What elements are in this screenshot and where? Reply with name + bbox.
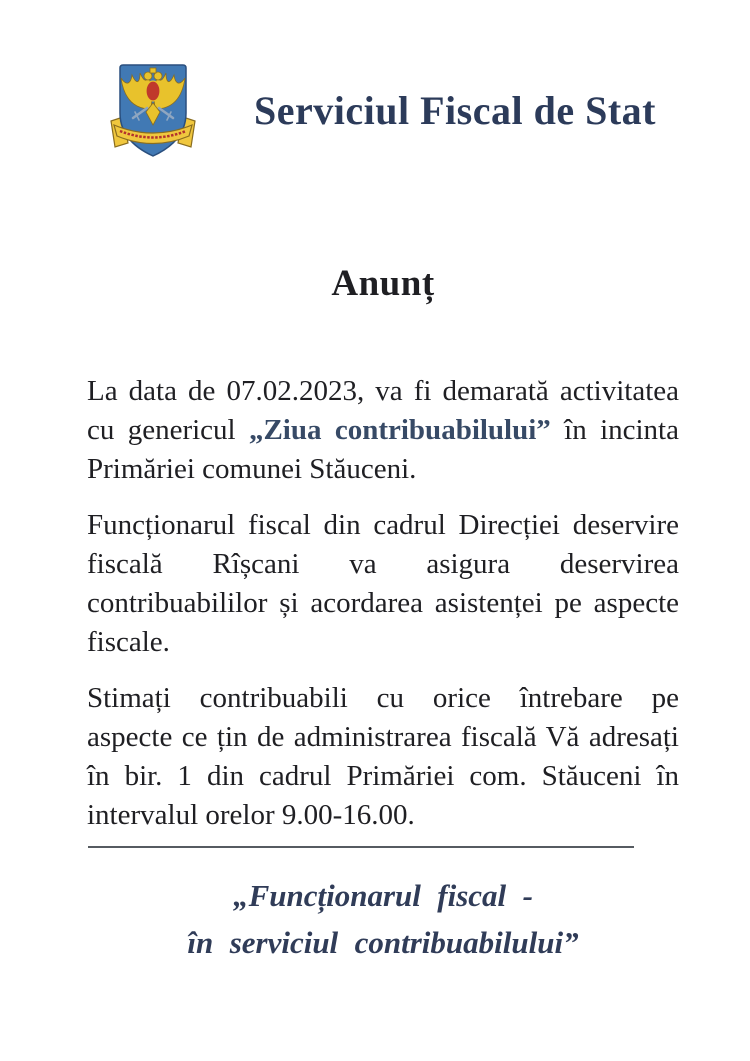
text-line: aspecte ce țin de administrarea fiscală Vă adresați — [87, 721, 679, 753]
text-line: Stimați contribuabili cu orice întrebare pe — [87, 682, 679, 714]
paragraph — [87, 372, 679, 489]
announcement-heading: Anunț — [331, 263, 435, 304]
text-line: contribuabililor și acordarea asistenței pe aspecte — [87, 587, 679, 619]
paragraphs — [87, 372, 679, 852]
coat-of-arms-icon — [106, 63, 200, 168]
paragraph — [87, 506, 679, 662]
document-header — [106, 63, 710, 168]
slogan-line-2: în serviciul contribuabilului” — [187, 925, 579, 960]
fiscal-service-emblem-logo — [106, 63, 200, 168]
text-line: fiscale. — [87, 626, 170, 658]
text-line: în bir. 1 din cadrul Primăriei com. Stăuceni în — [87, 760, 679, 792]
divider-line — [88, 846, 634, 848]
text-line: Primăriei comunei Stăuceni. — [87, 453, 417, 485]
slogan-line-1: „Funcționarul fiscal - — [233, 878, 533, 913]
text-line: fiscală Rîșcani va asigura deservirea — [87, 548, 679, 580]
text-line: intervalul orelor 9.00-16.00. — [87, 799, 415, 831]
text-line: La data de 07.02.2023, va fi demarată activitatea — [87, 375, 679, 407]
accent-bold-text: „Ziua contribuabilului” — [248, 414, 551, 446]
paragraph — [87, 679, 679, 835]
slogan — [87, 872, 679, 966]
institution-title: Serviciul Fiscal de Stat — [254, 88, 656, 133]
text-line: Funcționarul fiscal din cadrul Direcției deservire — [87, 509, 679, 541]
text-line: cu genericul „Ziua contribuabilului” în incinta — [87, 414, 679, 446]
